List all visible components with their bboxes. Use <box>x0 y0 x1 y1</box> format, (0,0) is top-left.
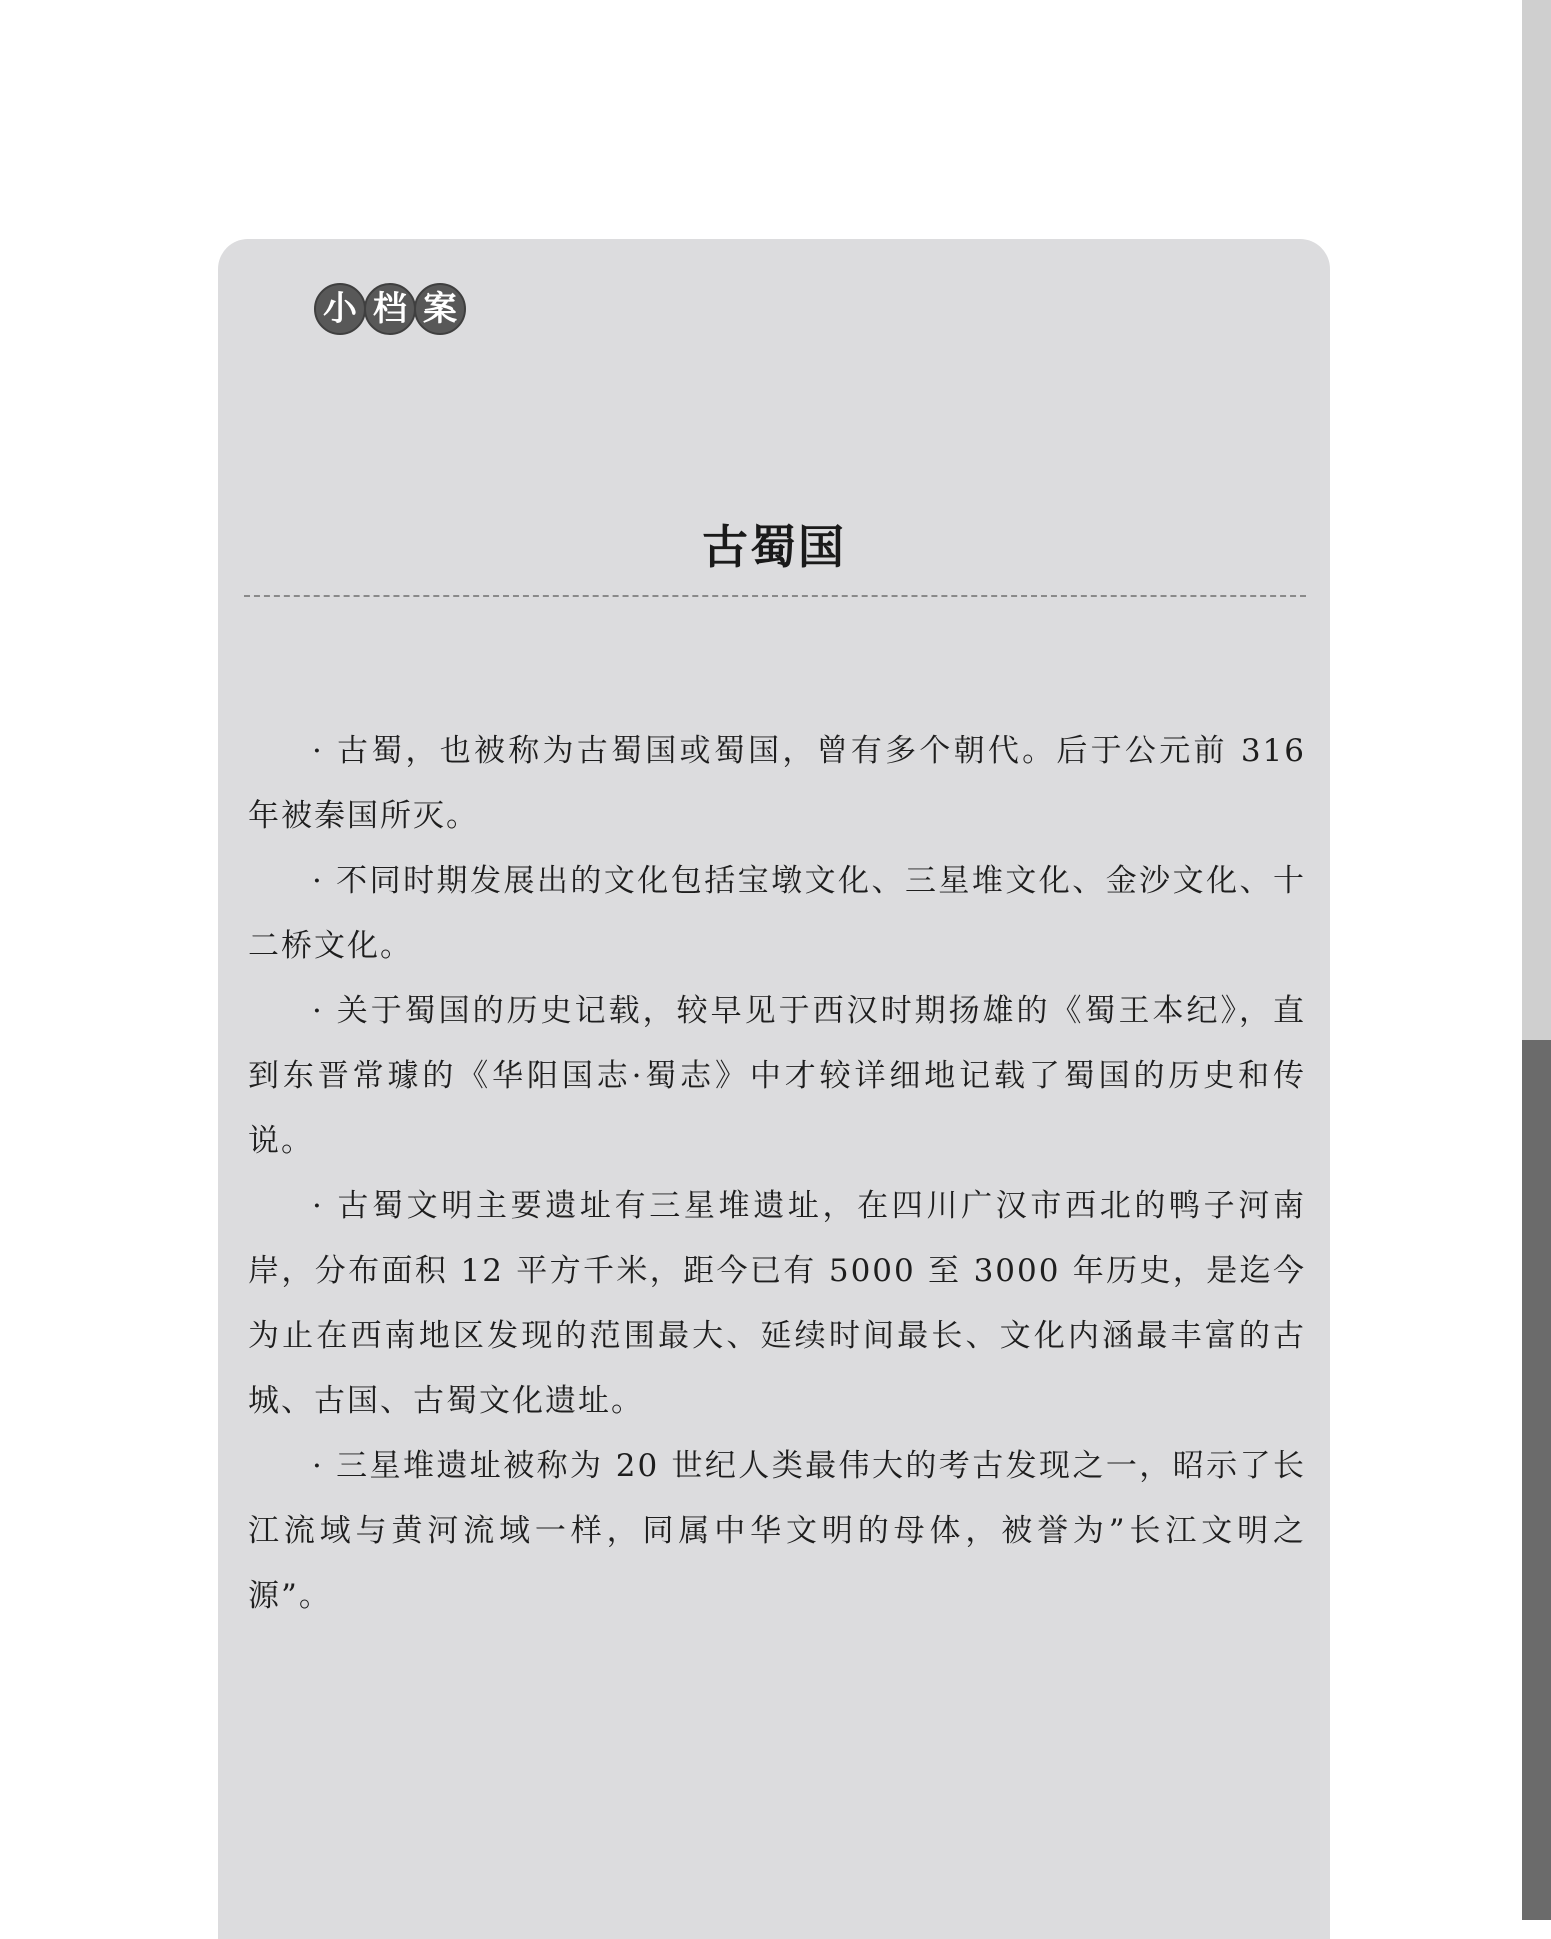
badge-char-3: 案 <box>414 283 466 335</box>
page-edge-tab <box>1522 1040 1551 1920</box>
card-title: 古蜀国 <box>702 520 846 574</box>
paragraph-2: · 不同时期发展出的文化包括宝墩文化、三星堆文化、金沙文化、十二桥文化。 <box>248 863 1306 964</box>
dashed-divider <box>244 595 1306 597</box>
card-content <box>248 719 1306 1629</box>
paragraph-1: · 古蜀，也被称为古蜀国或蜀国，曾有多个朝代。后于公元前 316 年被秦国所灭。 <box>248 733 1306 834</box>
info-card <box>218 239 1330 1939</box>
section-badge <box>314 283 464 335</box>
paragraph-3: · 关于蜀国的历史记载，较早见于西汉时期扬雄的《蜀王本纪》，直到东晋常璩的《华阳国志·蜀志》中才较详细地记载了蜀国的历史和传说。 <box>248 993 1306 1159</box>
paragraph-5: · 三星堆遗址被称为 20 世纪人类最伟大的考古发现之一，昭示了长江流域与黄河流域一样，同属中华文明的母体，被誉为”长江文明之源”。 <box>248 1448 1306 1614</box>
paragraph-4: · 古蜀文明主要遗址有三星堆遗址，在四川广汉市西北的鸭子河南岸，分布面积 12 平方千米，距今已有 5000 至 3000 年历史，是迄今为止在西南地区发现的范围最大、延续时间最长、文化内涵最丰富的古城、古国、古蜀文化遗址。 <box>248 1188 1306 1419</box>
badge-char-2: 档 <box>364 283 416 335</box>
badge-char-1: 小 <box>314 283 366 335</box>
